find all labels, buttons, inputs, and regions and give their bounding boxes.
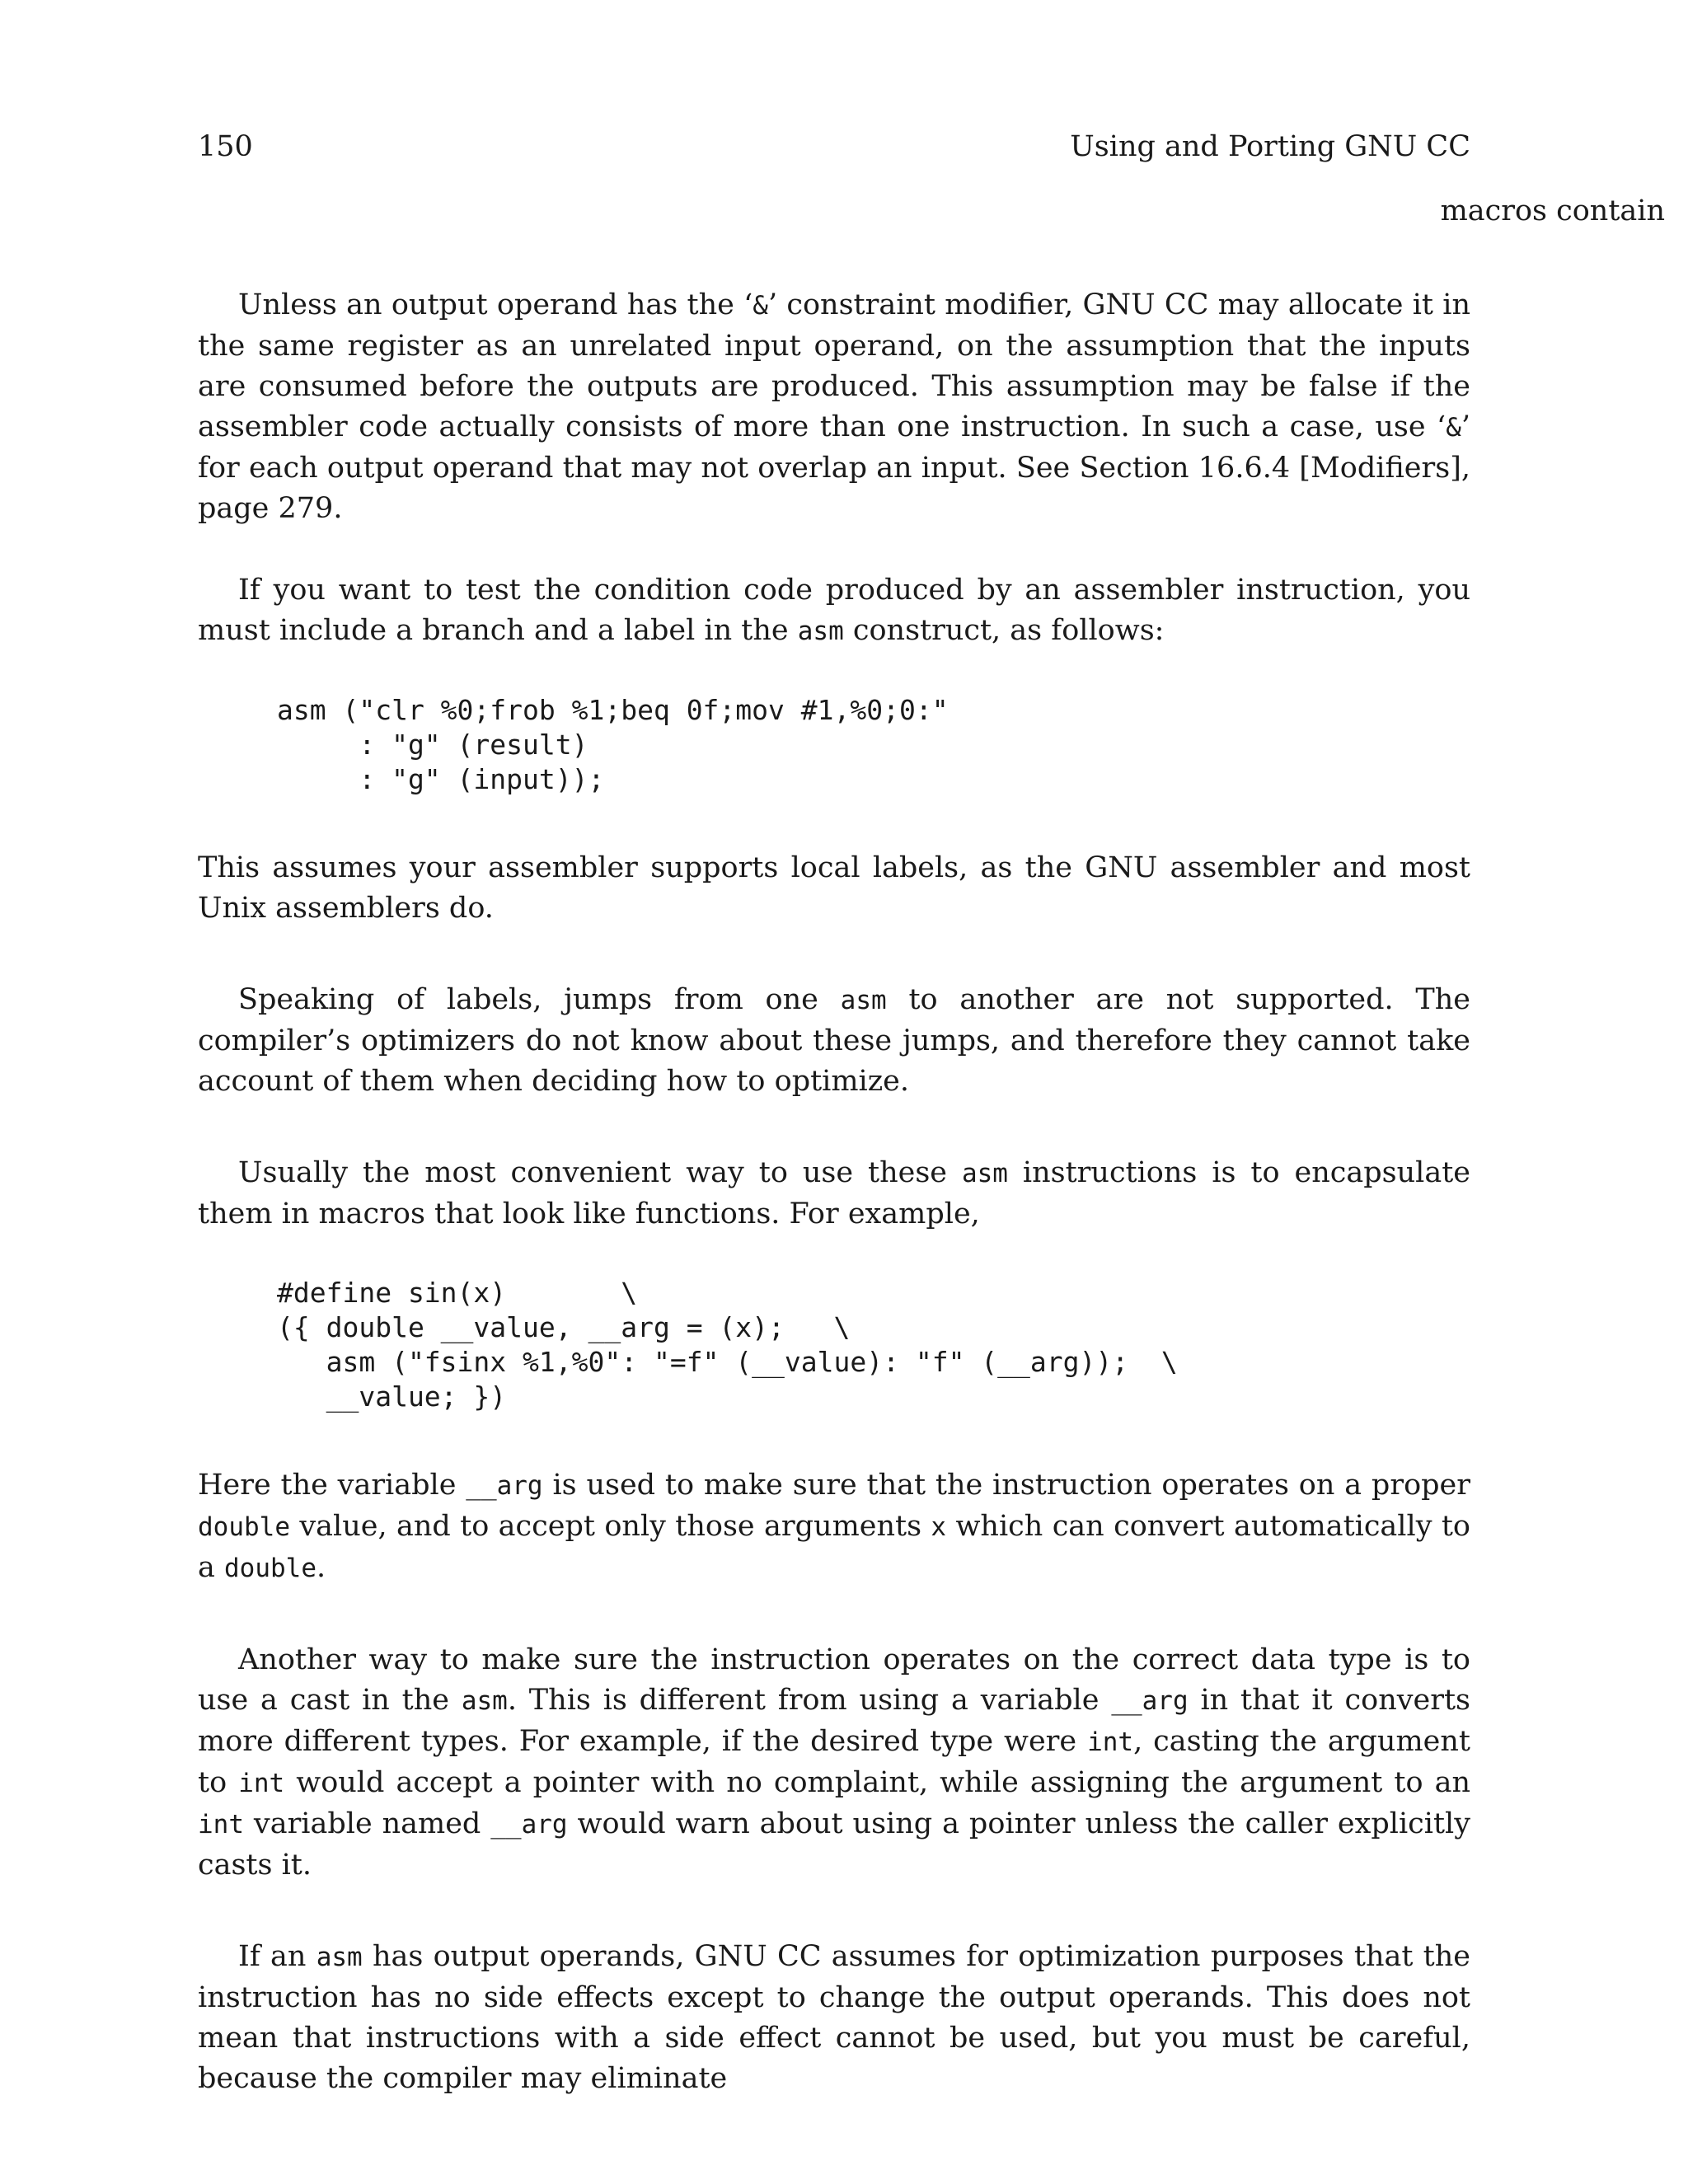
inline-code: &: [753, 291, 768, 321]
paragraph-macros: Usually the most convenient way to use these asm instructions is to encapsulate them in macros that look like functions. For example,: [198, 1156, 1470, 1230]
inline-code: &: [1446, 413, 1461, 443]
paragraph-condition-code: If you want to test the condition code produced by an assembler instruction, you must include a branch and a label in the asm construct, as follows:: [198, 574, 1470, 647]
inline-code: x: [931, 1512, 947, 1542]
paragraph-side-effects: If an asm has output operands, GNU CC assumes for optimization purposes that the instruction has no side effects except to change the output operands. This does not mean that instructions with a side effect cannot be used, but you must be careful, because the compiler may eliminate: [198, 1940, 1470, 2095]
code-block-sin-macro: #define sin(x) \ ({ double __value, __arg = (x); \ asm ("fsinx %1,%0": "=f" (__value): "f" (__arg)); \ __value; }): [277, 1277, 1178, 1413]
paragraph-local-labels: This assumes your assembler supports local labels, as the GNU assembler and most Unix assemblers do.: [198, 851, 1470, 925]
code-block-asm-example: asm ("clr %0;frob %1;beq 0f;mov #1,%0;0:" : "g" (result) : "g" (input));: [277, 694, 949, 795]
inline-code: __arg: [490, 1810, 568, 1840]
stray-overflow-text: macros contain: [1440, 194, 1665, 227]
inline-code: asm: [961, 1159, 1008, 1188]
inline-code: double: [224, 1554, 316, 1583]
inline-code: int: [198, 1810, 244, 1840]
inline-code: asm: [316, 1943, 363, 1972]
inline-code: asm: [840, 986, 887, 1015]
inline-code: double: [198, 1512, 290, 1542]
inline-code: asm: [461, 1686, 508, 1716]
inline-code: int: [238, 1769, 285, 1798]
paragraph-jumps: Speaking of labels, jumps from one asm to another are not supported. The compiler’s optimizers do not know about these jumps, and therefore they cannot take account of them when deciding how to optimize.: [198, 983, 1470, 1098]
page-number: 150: [198, 130, 253, 163]
inline-code: __arg: [466, 1471, 543, 1501]
inline-code: __arg: [1111, 1686, 1189, 1716]
inline-code: int: [1087, 1727, 1134, 1757]
paragraph-output-operand: Unless an output operand has the ‘&’ constraint modifier, GNU CC may allocate it in the same register as an unrelated input operand, on the assumption that the inputs are consumed before the outputs are produced. This assumption may be false if the assembler code actually consists of more than one instruction. In such a case, use ‘&’ for each output operand that may not overlap an input. See Section 16.6.4 [Modifiers], page 279.: [198, 288, 1470, 525]
running-title: Using and Porting GNU CC: [1070, 130, 1470, 163]
paragraph-arg-variable: Here the variable __arg is used to make sure that the instruction operates on a proper double value, and to accept only those arguments x which can convert automatically to a double.: [198, 1469, 1470, 1584]
body-text: [198, 285, 1470, 2150]
inline-code: asm: [797, 616, 844, 646]
paragraph-cast: Another way to make sure the instruction operates on the correct data type is to use a cast in the asm. This is different from using a variable __arg in that it converts more different types. For example, if the desired type were int, casting the argument to int would accept a pointer with no complaint, while assigning the argument to an int variable named __arg would warn about using a pointer unless the caller explicitly casts it.: [198, 1643, 1470, 1882]
